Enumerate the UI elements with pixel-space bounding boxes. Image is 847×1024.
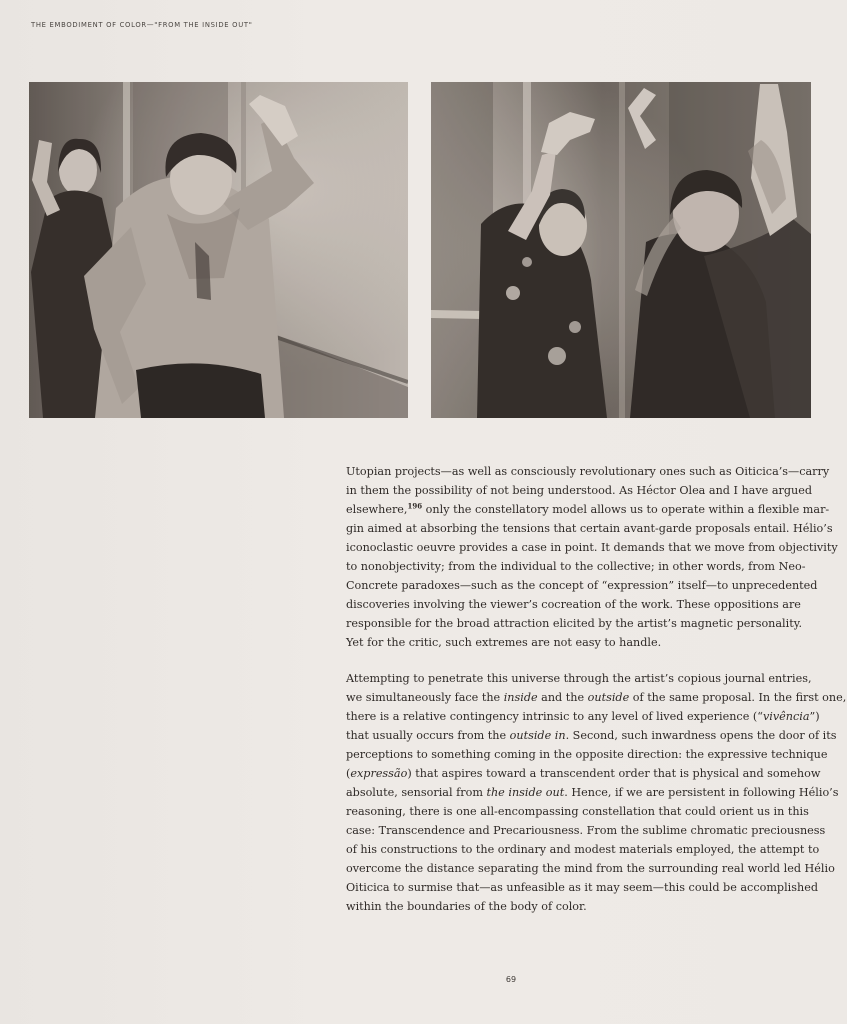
paragraph-line: responsible for the broad attraction elicited by the artist’s magnetic personality. [346,617,803,630]
left-photograph [29,82,408,418]
photo-two-dancers-right [431,82,811,418]
paragraph-line: to nonobjectivity; from the individual to the collective; in other words, from Neo- [346,560,806,573]
paragraph-line-with-note [346,500,830,519]
text-run: . Hence, if we are persistent in following Hélio’s [564,786,839,799]
article-body [346,462,847,916]
paragraph-line: gin aimed at absorbing the tensions that certain avant-garde proposals entail. Hélio’s [346,522,833,535]
paragraph-line: discoveries involving the viewer’s cocreation of the work. These oppositions are [346,598,801,611]
photo-two-dancers-left [29,82,408,418]
italic-term: the inside out [486,786,565,799]
text-run: there is a relative contingency intrinsic to any level of lived experience (“ [346,710,763,723]
paragraph-line-with-italics [346,726,837,745]
paragraph-line: case: Transcendence and Precariousness. From the sublime chromatic preciousness [346,824,826,837]
paragraph-line: reasoning, there is one all-encompassing constellation that could orient us in this [346,805,809,818]
paragraph-two [346,669,847,916]
paragraph-line-with-italics [346,707,820,726]
italic-term: expressão [350,767,408,780]
paragraph-line: in them the possibility of not being understood. As Héctor Olea and I have argued [346,484,813,497]
paragraph-line-with-italics [346,688,847,707]
right-photograph [431,82,811,418]
italic-term: outside [587,691,630,704]
text-run: absolute, sensorial from [346,786,487,799]
paragraph-line: iconoclastic oeuvre provides a case in point. It demands that we move from objectivity [346,541,838,554]
paragraph-line-with-italics [346,764,821,783]
italic-term: outside in [509,729,566,742]
paragraph-line: Concrete paradoxes—such as the concept of “expression” itself—to unprecedented [346,579,818,592]
paragraph-line: Attempting to penetrate this universe through the artist’s copious journal entries, [346,672,812,685]
text-run: ( [346,767,351,780]
text-run: ) that aspires toward a transcendent order that is physical and somehow [407,767,821,780]
italic-term: vivência [762,710,810,723]
paragraph-line: Oiticica to surmise that—as unfeasible as it may seem—this could be accomplished [346,881,818,894]
paragraph-line: Utopian projects—as well as consciously revolutionary ones such as Oiticica’s—carry [346,465,830,478]
paragraph-line: overcome the distance separating the mind from the surrounding real world led Hélio [346,862,835,875]
running-head: THE EMBODIMENT OF COLOR—"FROM THE INSIDE OUT" [31,21,253,29]
paragraph-line: of his constructions to the ordinary and modest materials employed, the attempt to [346,843,820,856]
text-run: of the same proposal. In the first one, [629,691,847,704]
text-run: and the [537,691,588,704]
endnote-reference: 196 [407,501,423,511]
text-run: only the constellatory model allows us to operate within a flexible mar- [422,503,830,516]
text-run: . Second, such inwardness opens the door of its [565,729,837,742]
text-run: we simultaneously face the [346,691,504,704]
paragraph-line: within the boundaries of the body of color. [346,900,587,913]
italic-term: inside [503,691,538,704]
paragraph-line: Yet for the critic, such extremes are not easy to handle. [346,636,662,649]
page-number: 69 [505,975,517,984]
text-run: elsewhere, [346,503,408,516]
paragraph-line: perceptions to something coming in the opposite direction: the expressive technique [346,748,828,761]
paragraph-one [346,462,838,652]
text-run: that usually occurs from the [346,729,510,742]
paragraph-line-with-italics [346,783,839,802]
text-run: ”) [809,710,820,723]
